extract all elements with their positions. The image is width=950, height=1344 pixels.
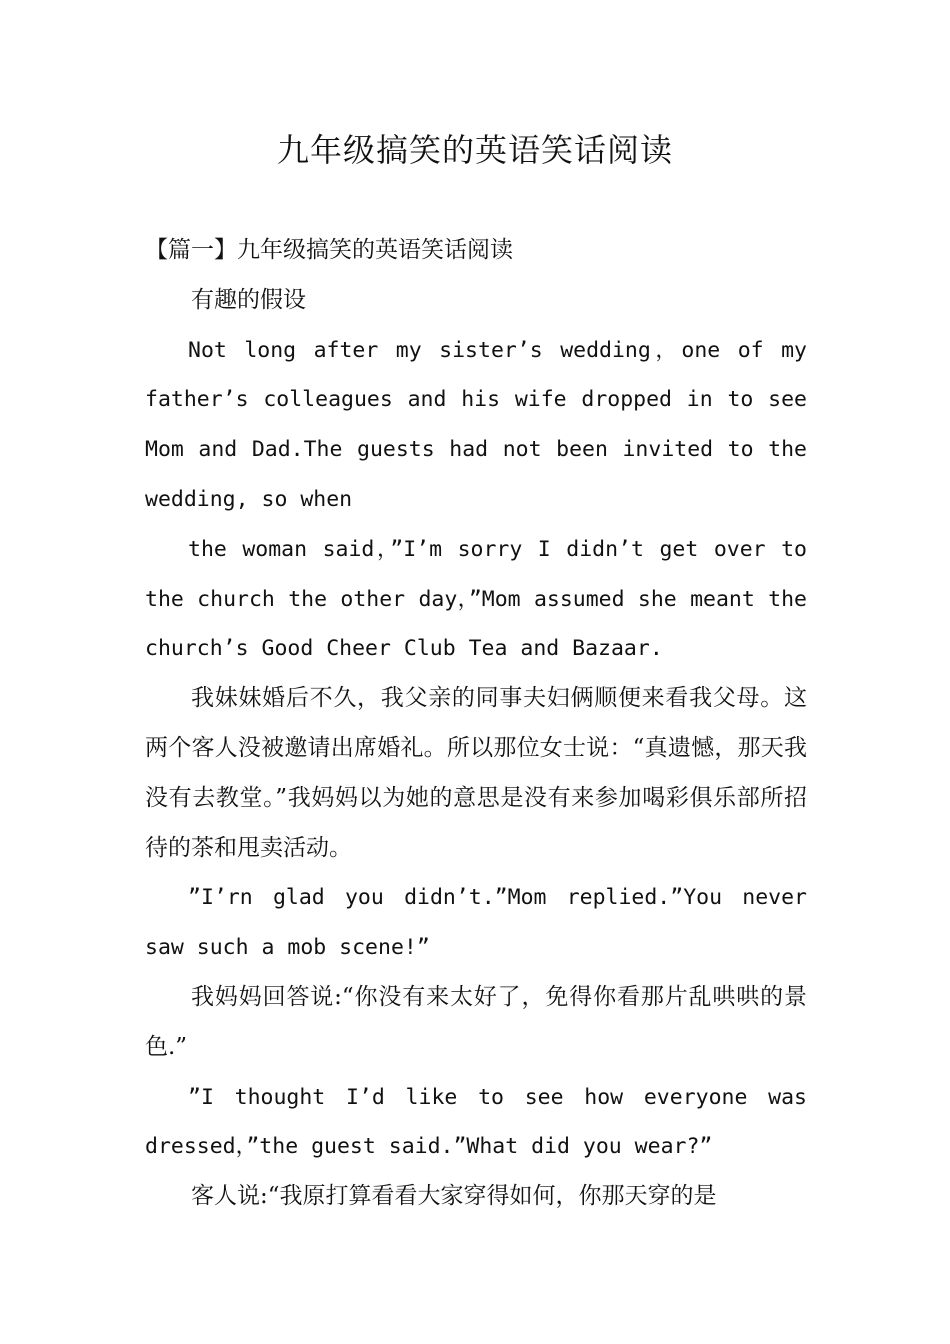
chinese-paragraph: 我妹妹婚后不久，我父亲的同事夫妇俩顺便来看我父母。这两个客人没被邀请出席婚礼。所以那位女士说：“真遗憾，那天我没有去教堂。”我妈妈以为她的意思是没有来参加喝彩俱乐部所招待的茶和甩卖活动。 — [145, 685, 807, 861]
english-paragraph: ”I’rn glad you didn’t.”Mom replied.”You never saw such a mob scene!” — [145, 885, 807, 961]
english-paragraph: ”I thought I’d like to see how everyone was dressed，”the guest said.”What did you wear?” — [145, 1084, 807, 1160]
english-paragraph: Not long after my sister’s wedding，one of my father’s colleagues and his wife dropped in to see Mom and Dad.The guests had not been invited to the wedding, so when — [145, 337, 807, 512]
document-body — [145, 226, 807, 1222]
english-paragraph: the woman said，”I’m sorry I didn’t get over to the church the other day，”Mom assumed she meant the church’s Good Cheer Club Tea and Bazaar. — [145, 536, 807, 662]
chinese-paragraph: 我妈妈回答说:“你没有来太好了，免得你看那片乱哄哄的景色.” — [145, 983, 807, 1060]
chinese-paragraph: 客人说:“我原打算看看大家穿得如何，你那天穿的是 — [191, 1183, 717, 1210]
section-heading: 【篇一】九年级搞笑的英语笑话阅读 — [145, 237, 513, 263]
story-title: 有趣的假设 — [191, 286, 306, 313]
document-title: 九年级搞笑的英语笑话阅读 — [276, 131, 673, 169]
